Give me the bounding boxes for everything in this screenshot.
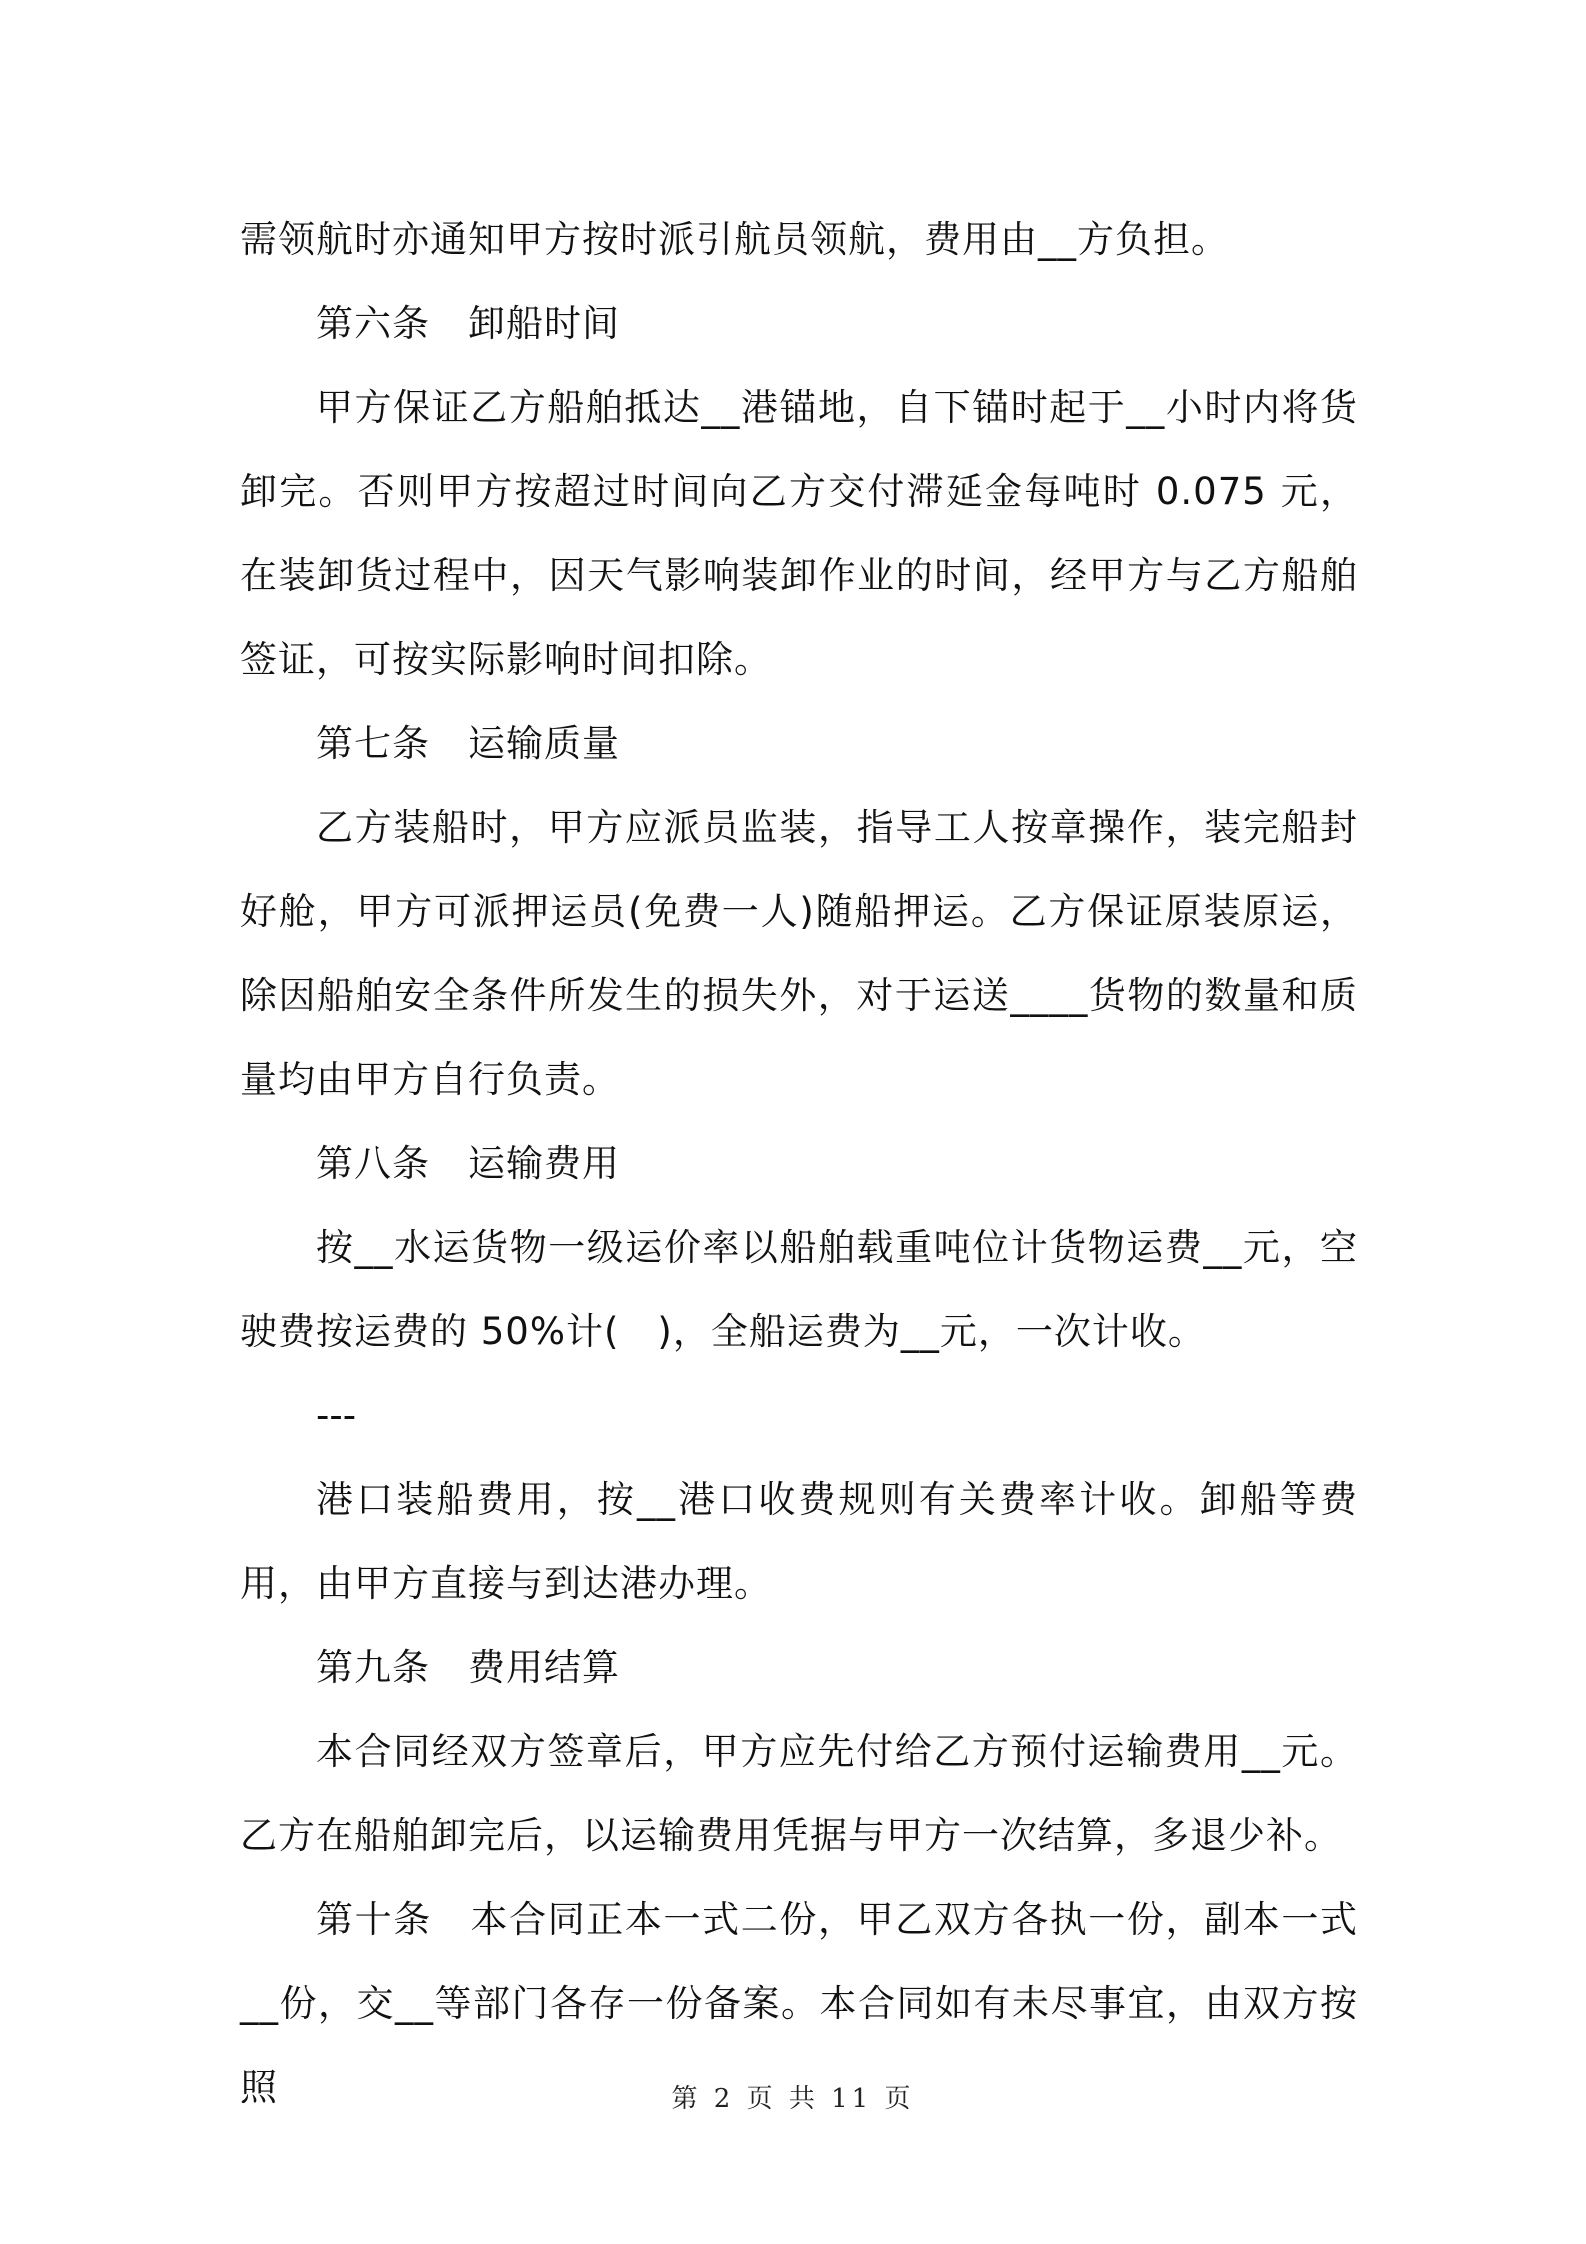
document-body <box>240 198 1358 2130</box>
article-8-port-fees: 港口装船费用，按__港口收费规则有关费率计收。卸船等费用，由甲方直接与到达港办理。 <box>240 1478 1358 1605</box>
article-9-body: 本合同经双方签章后，甲方应先付给乙方预付运输费用__元。乙方在船舶卸完后，以运输费用凭据与甲方一次结算，多退少补。 <box>240 1730 1358 1857</box>
article-8-heading: 第八条 运输费用 <box>316 1142 620 1185</box>
article-6-heading: 第六条 卸船时间 <box>316 302 620 345</box>
article-10-body: 第十条 本合同正本一式二份，甲乙双方各执一份，副本一式__份，交__等部门各存一份备案。本合同如有未尽事宜，由双方按照 <box>240 1898 1358 2109</box>
page-number-footer: 第 2 页 共 11 页 <box>671 2084 915 2114</box>
article-9-heading: 第九条 费用结算 <box>316 1646 620 1689</box>
paragraph-continuation: 需领航时亦通知甲方按时派引航员领航，费用由__方负担。 <box>240 218 1229 261</box>
section-separator: --- <box>316 1394 357 1437</box>
article-7-body: 乙方装船时，甲方应派员监装，指导工人按章操作，装完船封好舱，甲方可派押运员(免费一人)随船押运。乙方保证原装原运，除因船舶安全条件所发生的损失外，对于运送____货物的数量和质量均由甲方自行负责。 <box>240 806 1358 1101</box>
article-6-body: 甲方保证乙方船舶抵达__港锚地，自下锚时起于__小时内将货卸完。否则甲方按超过时间向乙方交付滞延金每吨时 0.075 元，在装卸货过程中，因天气影响装卸作业的时间，经甲方与乙方船舶签证，可按实际影响时间扣除。 <box>240 386 1358 681</box>
article-8-body: 按__水运货物一级运价率以船舶载重吨位计货物运费__元，空驶费按运费的 50%计( )，全船运费为__元，一次计收。 <box>240 1226 1358 1353</box>
article-7-heading: 第七条 运输质量 <box>316 722 620 765</box>
